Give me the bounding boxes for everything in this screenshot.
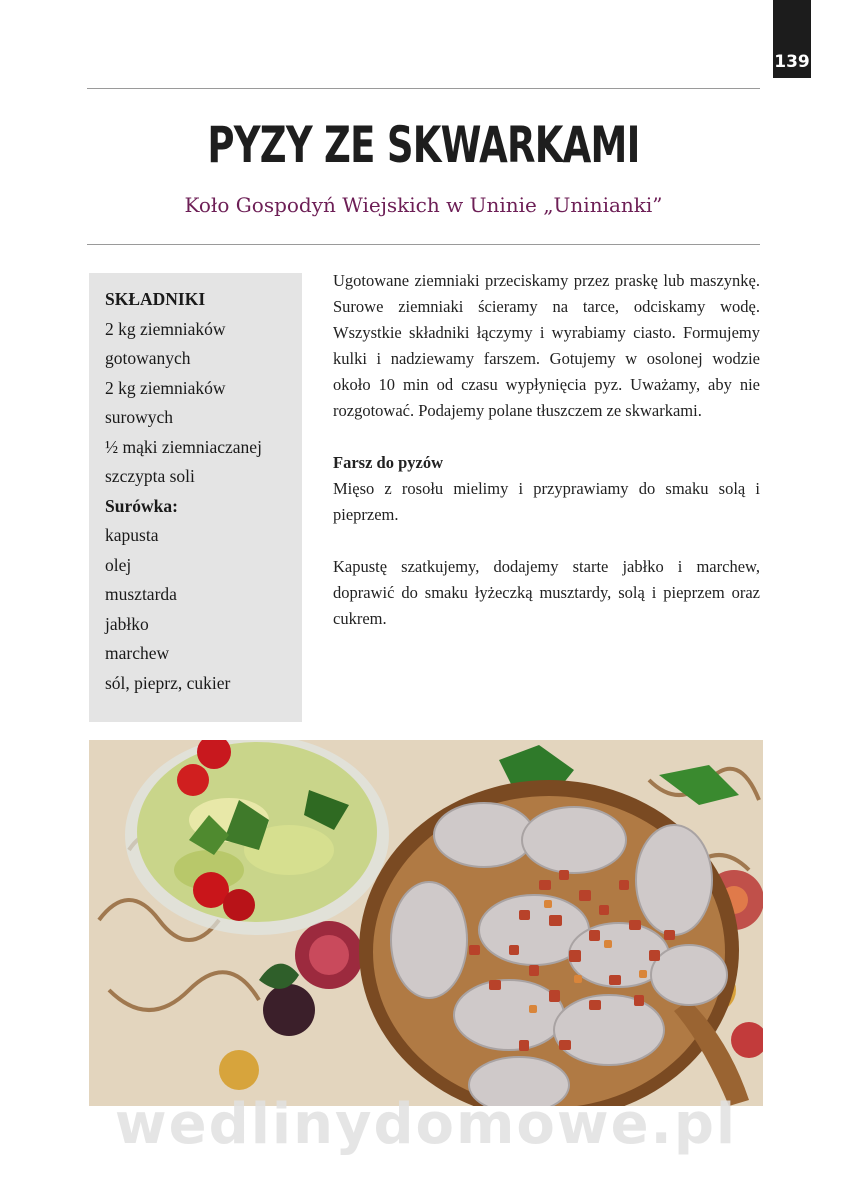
salad-heading: Surówka: (105, 495, 178, 516)
ingredient-item: gotowanych (105, 348, 191, 368)
ingredient-item: ½ mąki ziemniaczanej (105, 436, 262, 457)
method-text (333, 268, 760, 632)
salad-item: olej (105, 554, 132, 575)
page-number-tab (773, 0, 811, 78)
ingredient-item: 2 kg ziemniaków (105, 318, 226, 339)
ingredient-item: 2 kg ziemniaków (105, 377, 226, 398)
filling-paragraph: Mięso z rosołu mielimy i przyprawiamy do smaku solą i pieprzem. (333, 479, 760, 524)
salad-item: marchew (105, 643, 170, 663)
ingredients-heading: SKŁADNIKI (105, 289, 206, 309)
ingredient-item: szczypta soli (105, 466, 195, 486)
ingredient-item: surowych (105, 407, 174, 427)
salad-item: musztarda (105, 584, 177, 604)
dish-photo (89, 740, 763, 1106)
salad-item: sól, pieprz, cukier (105, 672, 231, 693)
salad-item: jabłko (105, 613, 149, 634)
ingredients-panel (89, 273, 302, 722)
recipe-title: PYZY ZE SKWARKAMI (207, 116, 640, 174)
watermark: wedlinydomowe.pl (114, 1092, 738, 1157)
recipe-author: Koło Gospodyń Wiejskich w Uninie „Uninianki” (184, 193, 663, 217)
bottom-divider (87, 244, 760, 245)
ingredients-list (105, 285, 298, 698)
filling-heading: Farsz do pyzów (333, 453, 443, 472)
page-number: 139 (774, 52, 810, 72)
salad-paragraph: Kapustę szatkujemy, dodajemy starte jabłko i marchew, doprawić do smaku łyżeczką musztardy, solą i pieprzem oraz cukrem. (333, 557, 760, 628)
top-divider (87, 88, 760, 89)
salad-item: kapusta (105, 525, 159, 545)
method-paragraph: Ugotowane ziemniaki przeciskamy przez praskę lub maszynkę. Surowe ziemniaki ścieramy na tarce, odciskamy wodę. Wszystkie składniki łączymy i wyrabiamy ciasto. Formujemy kulki i nadziewamy farszem. Gotujemy w osolonej wodzie około 10 min od czasu wypłynięcia pyz. Uważamy, aby nie rozgotować. Podajemy polane tłuszczem ze skwarkami. (333, 271, 760, 420)
